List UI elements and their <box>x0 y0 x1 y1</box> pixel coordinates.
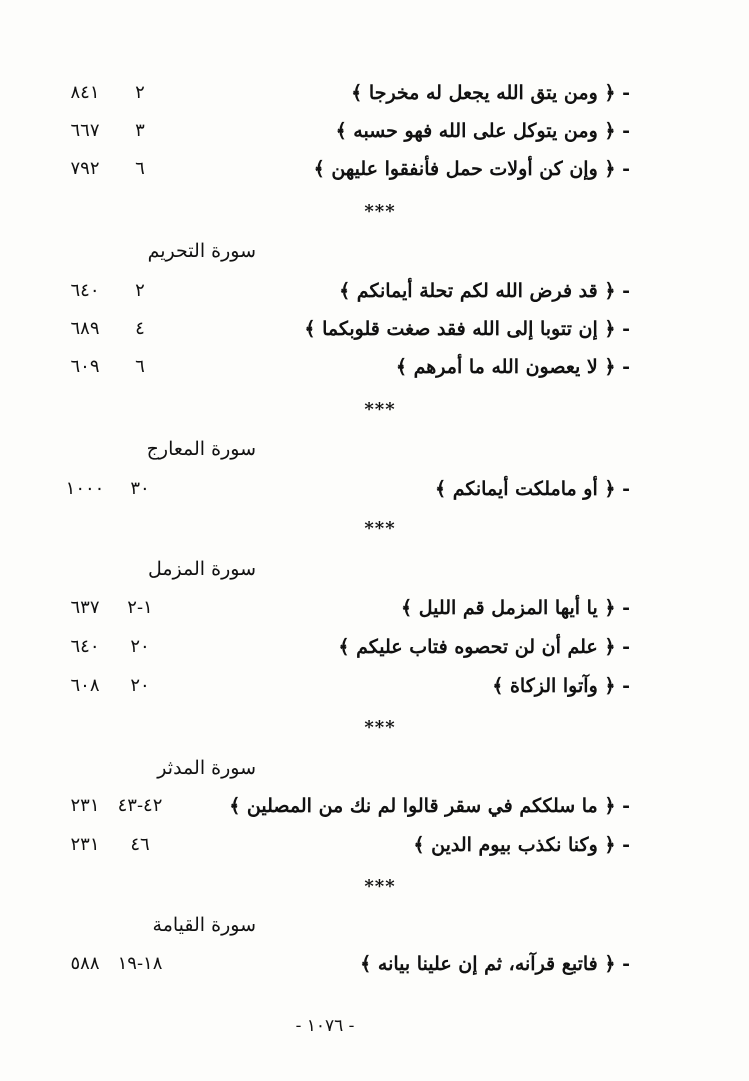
verse-entry: - ﴿ علم أن لن تحصوه فتاب عليكم ﴾ ٢٠ ٦٤٠ <box>30 630 630 670</box>
verse-text: - ﴿ لا يعصون الله ما أمرهم ﴾ <box>395 356 630 378</box>
verse-text: - ﴿ ومن يتوكل على الله فهو حسبه ﴾ <box>335 120 630 142</box>
surah-heading: سورة القيامة <box>152 914 256 936</box>
verse-entry: - ﴿ ما سلككم في سقر قالوا لم نك من المصلين ﴾ ٤٢-٤٣ ٢٣١ <box>30 789 630 829</box>
page-number: ٦٤٠ <box>70 636 100 657</box>
verse-entry: - ﴿ ومن يتق الله يجعل له مخرجا ﴾ ٢ ٨٤١ <box>30 76 630 116</box>
surah-heading: سورة المعارج <box>146 438 256 460</box>
verse-entry: - ﴿ وآتوا الزكاة ﴾ ٢٠ ٦٠٨ <box>30 669 630 709</box>
verse-entry: - ﴿ إن تتوبا إلى الله فقد صغت قلوبكما ﴾ ٤ ٦٨٩ <box>30 312 630 352</box>
verse-text: - ﴿ ما سلككم في سقر قالوا لم نك من المصلين ﴾ <box>229 795 630 817</box>
verse-text: - ﴿ علم أن لن تحصوه فتاب عليكم ﴾ <box>338 636 630 658</box>
page-number: ٦٤٠ <box>70 280 100 301</box>
page-number: ٢٣١ <box>70 795 100 816</box>
verse-entry: - ﴿ ومن يتوكل على الله فهو حسبه ﴾ ٣ ٦٦٧ <box>30 114 630 154</box>
page-footer-number: - ١٠٧٦ - <box>295 1016 355 1036</box>
section-separator: *** <box>364 876 396 897</box>
page-number: ١٠٠٠ <box>65 478 105 499</box>
verse-entry: - ﴿ لا يعصون الله ما أمرهم ﴾ ٦ ٦٠٩ <box>30 350 630 390</box>
verse-text: - ﴿ وإن كن أولات حمل فأنفقوا عليهن ﴾ <box>313 158 630 180</box>
verse-entry: - ﴿ أو ماملكت أيمانكم ﴾ ٣٠ ١٠٠٠ <box>30 472 630 512</box>
verse-entry: - ﴿ وكنا نكذب بيوم الدين ﴾ ٤٦ ٢٣١ <box>30 828 630 868</box>
page-number: ٨٤١ <box>70 82 100 103</box>
page-number: ٦٠٨ <box>70 675 100 696</box>
verse-entry: - ﴿ وإن كن أولات حمل فأنفقوا عليهن ﴾ ٦ ٧٩٢ <box>30 152 630 192</box>
section-separator: *** <box>364 717 396 738</box>
verse-text: - ﴿ إن تتوبا إلى الله فقد صغت قلوبكما ﴾ <box>304 318 630 340</box>
verse-text: - ﴿ فاتبع قرآنه، ثم إن علينا بيانه ﴾ <box>360 953 630 975</box>
surah-heading: سورة التحريم <box>147 240 256 262</box>
verse-text: - ﴿ يا أيها المزمل قم الليل ﴾ <box>401 597 630 619</box>
page-number: ٧٩٢ <box>70 158 100 179</box>
page-number: ٦٨٩ <box>70 318 100 339</box>
verse-text: - ﴿ ومن يتق الله يجعل له مخرجا ﴾ <box>351 82 630 104</box>
section-separator: *** <box>364 518 396 539</box>
verse-text: - ﴿ وكنا نكذب بيوم الدين ﴾ <box>413 834 630 856</box>
verse-entry: - ﴿ يا أيها المزمل قم الليل ﴾ ١-٢ ٦٣٧ <box>30 591 630 631</box>
surah-heading: سورة المدثر <box>157 757 256 779</box>
verse-text: - ﴿ وآتوا الزكاة ﴾ <box>492 675 630 697</box>
verse-entry: - ﴿ قد فرض الله لكم تحلة أيمانكم ﴾ ٢ ٦٤٠ <box>30 274 630 314</box>
page-number: ٦٣٧ <box>70 597 100 618</box>
page-number: ٦٠٩ <box>70 356 100 377</box>
verse-text: - ﴿ قد فرض الله لكم تحلة أيمانكم ﴾ <box>339 280 630 302</box>
surah-heading: سورة المزمل <box>147 558 256 580</box>
page-number: ٥٨٨ <box>70 953 100 974</box>
section-separator: *** <box>364 201 396 222</box>
page-number: ٢٣١ <box>70 834 100 855</box>
verse-text: - ﴿ أو ماملكت أيمانكم ﴾ <box>434 478 630 500</box>
section-separator: *** <box>364 399 396 420</box>
page-number: ٦٦٧ <box>70 120 100 141</box>
verse-entry: - ﴿ فاتبع قرآنه، ثم إن علينا بيانه ﴾ ١٨-١٩ ٥٨٨ <box>30 947 630 987</box>
